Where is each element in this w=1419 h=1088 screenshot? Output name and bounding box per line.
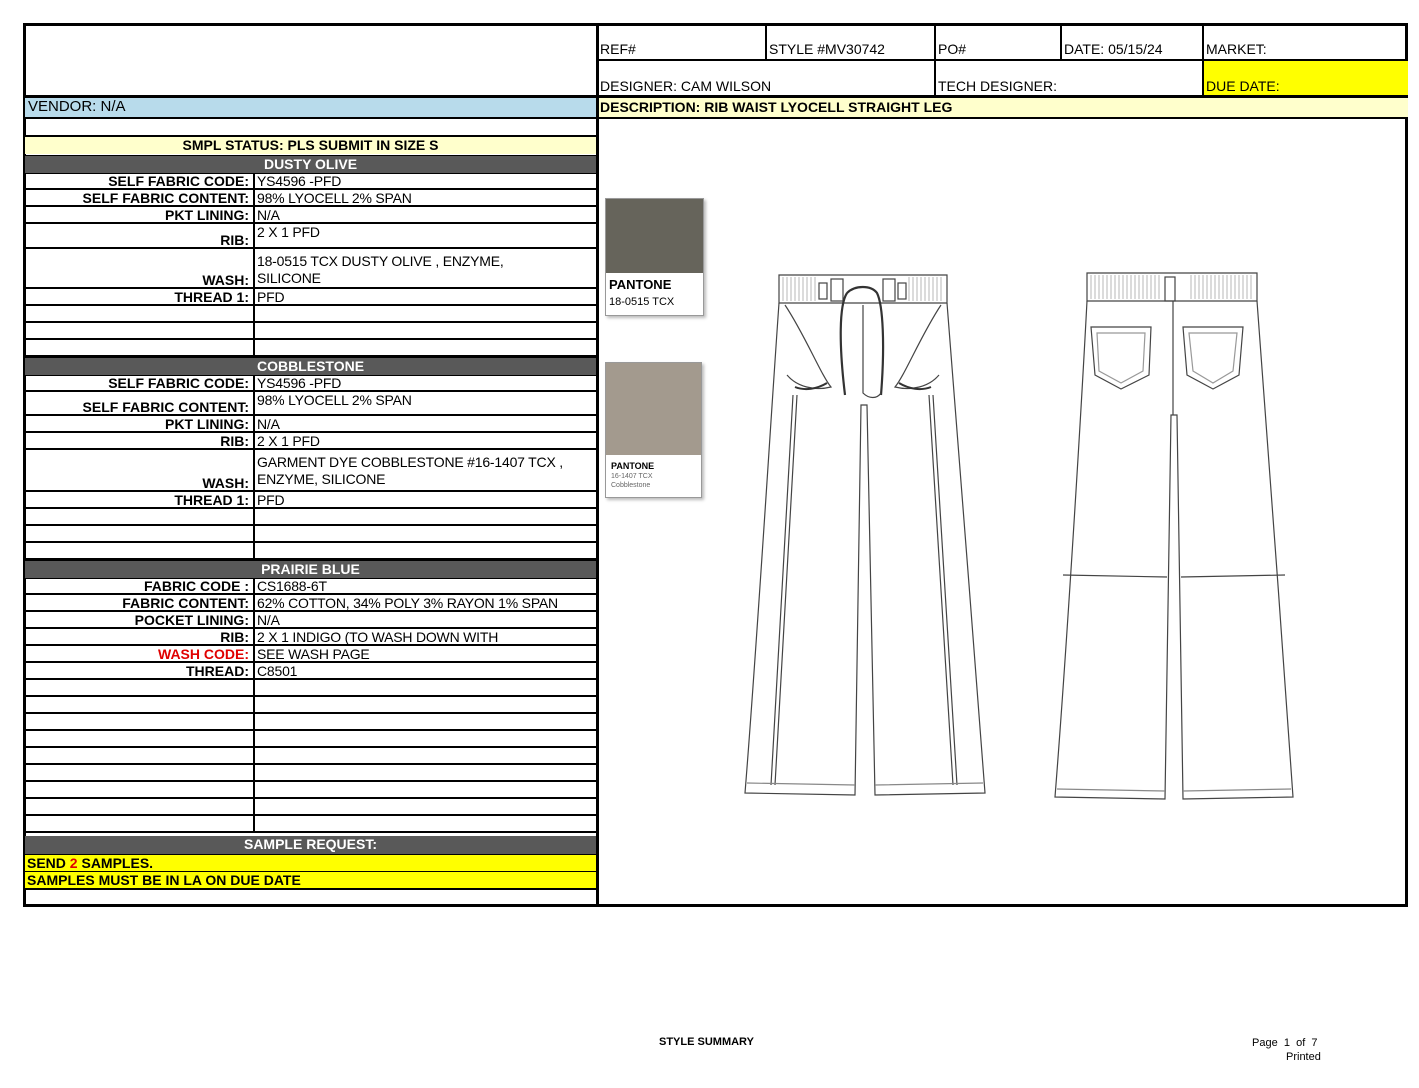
swatch-name: Cobblestone <box>611 482 651 489</box>
page-indicator <box>1252 1037 1318 1049</box>
sample-request-line1 <box>25 854 596 871</box>
row-divider <box>253 748 255 765</box>
sample-request-band <box>25 836 596 854</box>
header-divider <box>1060 23 1062 60</box>
pants-flat-sketch <box>735 265 1315 805</box>
swatch-color <box>606 199 703 273</box>
row-divider <box>253 765 255 782</box>
spec-value-line2: SILICONE <box>257 270 321 286</box>
row-divider <box>253 526 255 543</box>
spec-label: PKT LINING: <box>165 207 249 223</box>
tech-designer-label: TECH DESIGNER: <box>938 78 1058 94</box>
spec-label: POCKET LINING: <box>134 612 249 628</box>
swatch-brand: PANTONE <box>609 277 672 292</box>
row-divider <box>253 375 255 392</box>
row-divider <box>253 392 255 416</box>
colorway-band <box>25 357 596 376</box>
page-number: 1 <box>1283 1037 1290 1049</box>
spec-label: SELF FABRIC CONTENT: <box>82 190 249 206</box>
colorway-name: COBBLESTONE <box>256 358 365 374</box>
colorway-band <box>25 560 596 579</box>
blank-row <box>25 509 596 526</box>
spec-value: 62% COTTON, 34% POLY 3% RAYON 1% SPAN <box>257 595 558 611</box>
spec-label: PKT LINING: <box>165 416 249 432</box>
spec-label: THREAD 1: <box>174 289 249 305</box>
blank-row <box>25 816 596 833</box>
page-of: of <box>1296 1037 1306 1049</box>
back-view <box>1055 273 1293 799</box>
row-divider <box>253 306 255 323</box>
blank-row <box>25 340 596 357</box>
spec-value-line2: ENZYME, SILICONE <box>257 471 386 487</box>
due-note: SAMPLES MUST BE IN LA ON DUE DATE <box>27 872 301 888</box>
swatch-code: 16-1407 TCX <box>611 473 653 480</box>
spec-value: C8501 <box>257 663 298 679</box>
row-divider <box>253 207 255 224</box>
row-divider <box>253 697 255 714</box>
blank-row <box>25 680 596 697</box>
row-divider <box>253 612 255 629</box>
row-divider <box>253 629 255 646</box>
row-divider <box>253 190 255 207</box>
description-label: DESCRIPTION: RIB WAIST LYOCELL STRAIGHT LEG <box>600 99 953 115</box>
spec-value: YS4596 -PFD <box>257 375 342 391</box>
row-divider <box>253 782 255 799</box>
market-label: MARKET: <box>1206 41 1267 57</box>
spec-value: YS4596 -PFD <box>257 173 342 189</box>
printed-label: Printed <box>1286 1051 1321 1063</box>
header-divider <box>25 117 1408 119</box>
spec-value: 98% LYOCELL 2% SPAN <box>257 190 412 206</box>
row-divider <box>253 450 255 492</box>
spec-value: 18-0515 TCX DUSTY OLIVE , ENZYME, <box>257 253 504 269</box>
swatch-code: 18-0515 TCX <box>609 296 675 308</box>
spec-label: SELF FABRIC CONTENT: <box>82 399 249 415</box>
blank-row <box>25 306 596 323</box>
front-view <box>745 275 985 795</box>
header-divider <box>934 23 936 97</box>
row-divider <box>253 249 255 289</box>
spec-value: N/A <box>257 416 280 432</box>
spec-label: RIB: <box>220 433 249 449</box>
blank-row <box>25 765 596 782</box>
row-divider <box>253 323 255 340</box>
row-divider <box>253 680 255 697</box>
spec-label: SELF FABRIC CODE: <box>108 173 249 189</box>
spec-value: PFD <box>257 492 285 508</box>
spec-value: N/A <box>257 612 280 628</box>
spec-value: 2 X 1 PFD <box>257 433 320 449</box>
spec-value: SEE WASH PAGE <box>257 646 370 662</box>
row-divider <box>253 714 255 731</box>
page-total: 7 <box>1311 1037 1318 1049</box>
spec-label: RIB: <box>220 629 249 645</box>
row-divider <box>253 799 255 816</box>
spec-value: CS1688-6T <box>257 578 327 594</box>
due-date-label: DUE DATE: <box>1206 78 1280 94</box>
sample-count: 2 <box>69 855 78 871</box>
spec-value: N/A <box>257 207 280 223</box>
row-divider <box>253 289 255 306</box>
sample-request-title: SAMPLE REQUEST: <box>243 836 377 852</box>
swatch-brand: PANTONE <box>611 461 655 471</box>
spec-label: FABRIC CODE : <box>144 578 249 594</box>
spec-value: GARMENT DYE COBBLESTONE #16-1407 TCX , <box>257 454 563 470</box>
swatch-color <box>606 363 701 455</box>
send-label: SEND <box>27 855 70 871</box>
row-divider <box>253 595 255 612</box>
spec-label: SELF FABRIC CODE: <box>108 375 249 391</box>
row-divider <box>253 543 255 560</box>
spec-value: 2 X 1 PFD <box>257 224 320 240</box>
row-divider <box>253 731 255 748</box>
description-bar <box>599 98 1408 117</box>
colorway-name: PRAIRIE BLUE <box>261 561 360 577</box>
row-divider <box>253 646 255 663</box>
blank-row <box>25 543 596 560</box>
sample-status: SMPL STATUS: PLS SUBMIT IN SIZE S <box>182 137 439 153</box>
row-divider <box>253 816 255 833</box>
row-divider <box>253 173 255 190</box>
pantone-swatch-cobblestone <box>605 362 702 498</box>
blank-row <box>25 714 596 731</box>
spec-label: FABRIC CONTENT: <box>122 595 249 611</box>
blank-row <box>25 748 596 765</box>
blank-row <box>25 323 596 340</box>
blank-row <box>25 526 596 543</box>
row-divider <box>253 433 255 450</box>
pantone-swatch-dusty-olive <box>605 198 704 316</box>
header-divider <box>765 23 767 60</box>
spec-value: 2 X 1 INDIGO (TO WASH DOWN WITH <box>257 629 499 645</box>
spec-value: 98% LYOCELL 2% SPAN <box>257 392 412 408</box>
ref-label: REF# <box>600 41 636 57</box>
row-divider <box>253 663 255 680</box>
spec-value: PFD <box>257 289 285 305</box>
spec-label: THREAD: <box>186 663 249 679</box>
spec-label: RIB: <box>220 232 249 248</box>
blank-row <box>25 782 596 799</box>
row-divider <box>253 578 255 595</box>
spec-label: WASH CODE: <box>158 646 249 662</box>
row-divider <box>253 492 255 509</box>
row-divider <box>253 509 255 526</box>
vendor-bar <box>25 98 596 117</box>
po-label: PO# <box>938 41 967 57</box>
colorway-name: DUSTY OLIVE <box>263 156 358 172</box>
date-label: DATE: 05/15/24 <box>1064 41 1163 57</box>
samples-label: SAMPLES. <box>77 855 154 871</box>
footer-title: STYLE SUMMARY <box>659 1036 754 1048</box>
row-divider <box>253 416 255 433</box>
blank-row <box>25 799 596 816</box>
row-divider <box>253 340 255 357</box>
spec-label: THREAD 1: <box>174 492 249 508</box>
sample-request-line2 <box>25 871 596 890</box>
row-divider <box>253 224 255 249</box>
status-bar <box>25 137 596 154</box>
blank-row <box>25 697 596 714</box>
colorway-band <box>25 155 596 174</box>
spec-label: WASH: <box>202 475 249 491</box>
designer-label: DESIGNER: CAM WILSON <box>600 78 772 94</box>
blank-row <box>25 731 596 748</box>
page-label: Page <box>1252 1037 1278 1049</box>
column-divider <box>596 23 599 907</box>
vendor-label: VENDOR: N/A <box>28 98 126 115</box>
spec-label: WASH: <box>202 272 249 288</box>
style-label: STYLE #MV30742 <box>769 41 885 57</box>
